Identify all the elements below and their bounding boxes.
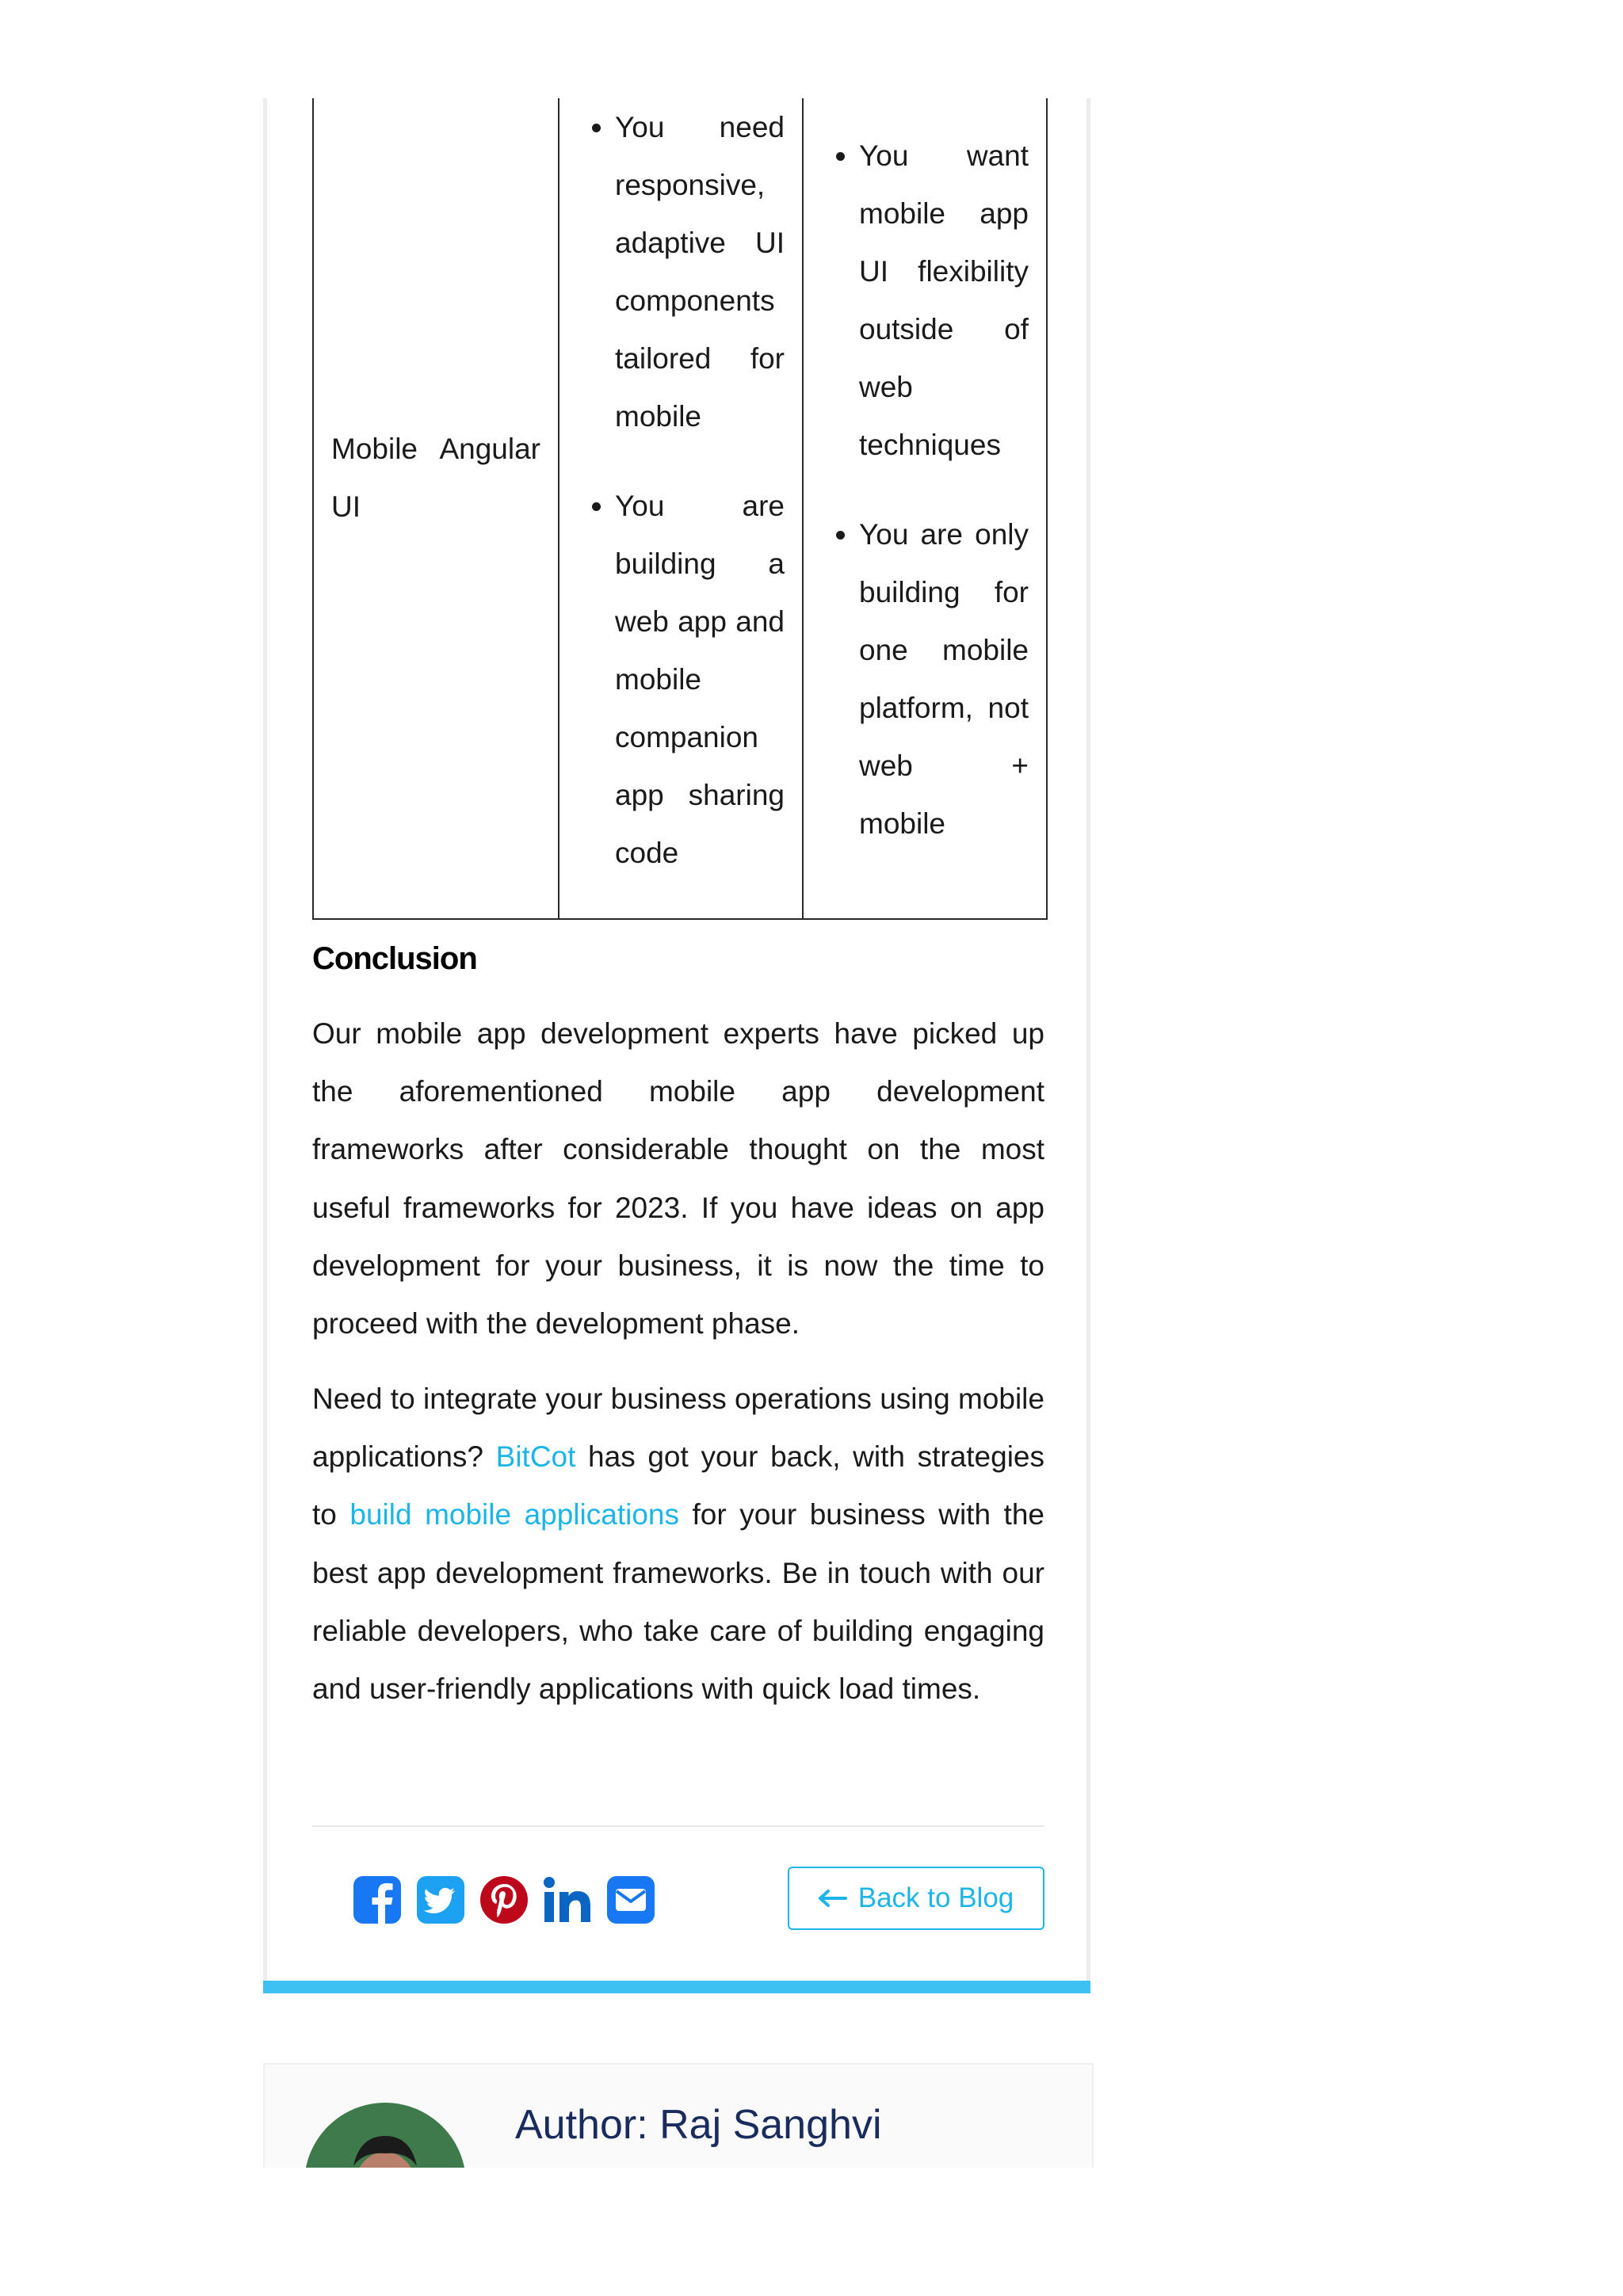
conclusion-heading: Conclusion <box>312 941 477 976</box>
back-to-blog-button[interactable] <box>788 1867 1044 1930</box>
use-when-cell <box>559 98 803 919</box>
share-icons <box>352 1875 656 1925</box>
cta-text-start: Need to integrate your business operations using mobile applications? <box>312 1383 1044 1474</box>
author-box <box>263 2063 1094 2168</box>
build-mobile-apps-link[interactable]: build mobile applications <box>349 1498 679 1531</box>
framework-name-cell <box>313 98 559 919</box>
divider <box>312 1825 1044 1827</box>
avatar <box>304 2103 466 2168</box>
back-to-blog-label: Back to Blog <box>857 1882 1014 1913</box>
card-accent-bar <box>263 1981 1090 1993</box>
avoid-when-list <box>821 98 1029 852</box>
conclusion-paragraph: Our mobile app development experts have picked up the aforementioned mobile app development frameworks after considerable thought on the most useful frameworks for 2023. If you have ideas on app development for your business, it is now the time to proceed with the development phase. <box>312 1017 1044 1341</box>
cta-paragraph <box>312 1370 1044 1718</box>
bitcot-link[interactable]: BitCot <box>495 1440 576 1474</box>
list-item: • You are building a web app and mobile companion app sharing code <box>615 477 785 882</box>
framework-name: Mobile Angular UI <box>331 432 540 523</box>
cta-text-mid: has got your back, with strategies to <box>312 1440 1045 1531</box>
frameworks-comparison-table <box>312 98 1048 920</box>
pinterest-icon[interactable] <box>479 1875 529 1925</box>
linkedin-icon[interactable] <box>542 1875 593 1925</box>
table-row <box>313 98 1047 919</box>
list-item: • You want mobile app UI flexibility outside of web techniques <box>859 127 1029 474</box>
list-item: • You are only building for one mobile platform, not web + mobile <box>859 505 1029 852</box>
facebook-icon[interactable] <box>352 1875 403 1925</box>
use-when-list <box>577 98 785 918</box>
twitter-icon[interactable] <box>415 1875 466 1925</box>
cta-text-end: for your business with the best app development frameworks. Be in touch with our reliable developers, who take care of building engaging and user-friendly applications with quick load times. <box>312 1498 1044 1706</box>
arrow-left-icon <box>819 1889 847 1908</box>
avoid-when-cell <box>803 98 1047 919</box>
email-icon[interactable] <box>605 1875 656 1925</box>
author-title: Author: Raj Sanghvi <box>515 2102 882 2148</box>
list-item: • You need responsive, adaptive UI components tailored for mobile <box>615 98 785 445</box>
